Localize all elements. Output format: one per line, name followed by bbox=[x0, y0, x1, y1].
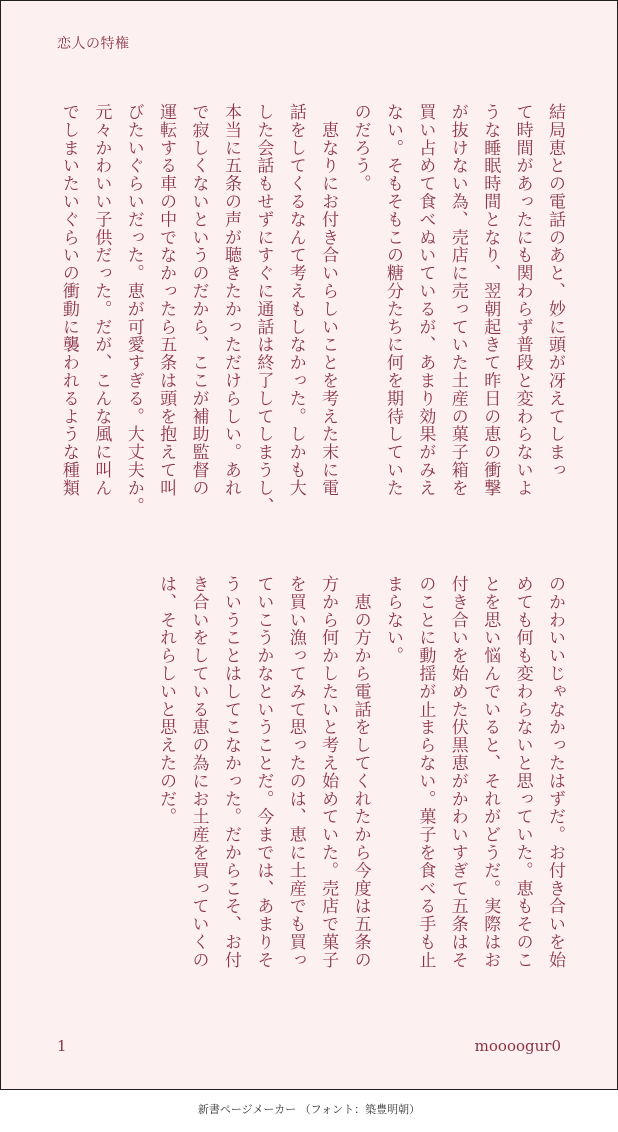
body-text-upper-block bbox=[51, 103, 571, 523]
text-column: とを思い悩んでいると、それがどうだ。実際はお bbox=[480, 575, 501, 969]
text-column: のかわいいじゃなかったはずだ。お付き合いを始 bbox=[545, 575, 565, 969]
text-column: ない。そもそもこの糖分たちに何を期待していた bbox=[382, 103, 403, 497]
text-column: 話をしてくるなんて考えもしなかった。しかも大 bbox=[285, 103, 306, 497]
text-column: を買い漁ってみて思ったのは、恵に土産でも買っ bbox=[285, 575, 306, 969]
text-column: 買い占めて食べぬいているが、あまり効果がみえ bbox=[415, 103, 436, 497]
page-number: 1 bbox=[57, 1037, 67, 1055]
text-column: は、それらしいと思えたのだ。 bbox=[156, 575, 177, 826]
text-column: びたいぐらいだった。恵が可愛すぎる。大丈夫か。 bbox=[123, 103, 144, 515]
text-column: が抜けない為、売店に売っていた土産の菓子箱を bbox=[447, 103, 468, 497]
author-name: moooogur0 bbox=[474, 1037, 561, 1055]
text-column: まらない。 bbox=[382, 575, 403, 665]
text-column: でしまいたいぐらいの衝動に襲われるような種類 bbox=[58, 103, 79, 497]
page-title: 恋人の特権 bbox=[57, 36, 130, 52]
text-column: て時間があったにも関わらず普段と変わらないよ bbox=[512, 103, 533, 497]
text-column: 方から何かしたいと考え始めていた。売店で菓子 bbox=[318, 575, 339, 969]
text-column: 恵の方から電話をしてくれたから今度は五条の bbox=[350, 575, 371, 969]
text-column: 付き合いを始めた伏黒恵がかわいすぎて五条はそ bbox=[447, 575, 468, 969]
text-column: のことに動揺が止まらない。菓子を食べる手も止 bbox=[415, 575, 436, 969]
text-column: のだろう。 bbox=[350, 103, 371, 193]
text-column: で寂しくないというのだから、ここが補助監督の bbox=[188, 103, 209, 497]
text-column: 元々かわいい子供だった。だが、こんな風に叫ん bbox=[91, 103, 112, 497]
text-column: き合いをしている恵の為にお土産を買っていくの bbox=[188, 575, 209, 969]
text-column: 結局恵との電話のあと、妙に頭が冴えてしまっ bbox=[545, 103, 565, 479]
text-column: うな睡眠時間となり、翌朝起きて昨日の恵の衝撃 bbox=[480, 103, 501, 497]
text-column: めても何も変わらないと思っていた。恵もそのこ bbox=[512, 575, 533, 969]
text-column: 運転する車の中でなかったら五条は頭を抱えて叫 bbox=[156, 103, 177, 497]
text-column: 恵なりにお付き合いらしいことを考えた末に電 bbox=[318, 103, 339, 497]
body-text-lower-block bbox=[51, 575, 571, 1000]
text-column: 本当に五条の声が聴きたかっただけらしい。あれ bbox=[220, 103, 241, 497]
text-column: した会話もせずにすぐに通話は終了してしまうし、 bbox=[253, 103, 274, 515]
text-column: ういうことはしてこなかった。だからこそ、お付 bbox=[220, 575, 241, 969]
text-column: ていこうかなということだ。今までは、あまりそ bbox=[253, 575, 274, 969]
generator-caption: 新書ページメーカー （フォント：築豊明朝） bbox=[197, 1103, 421, 1116]
